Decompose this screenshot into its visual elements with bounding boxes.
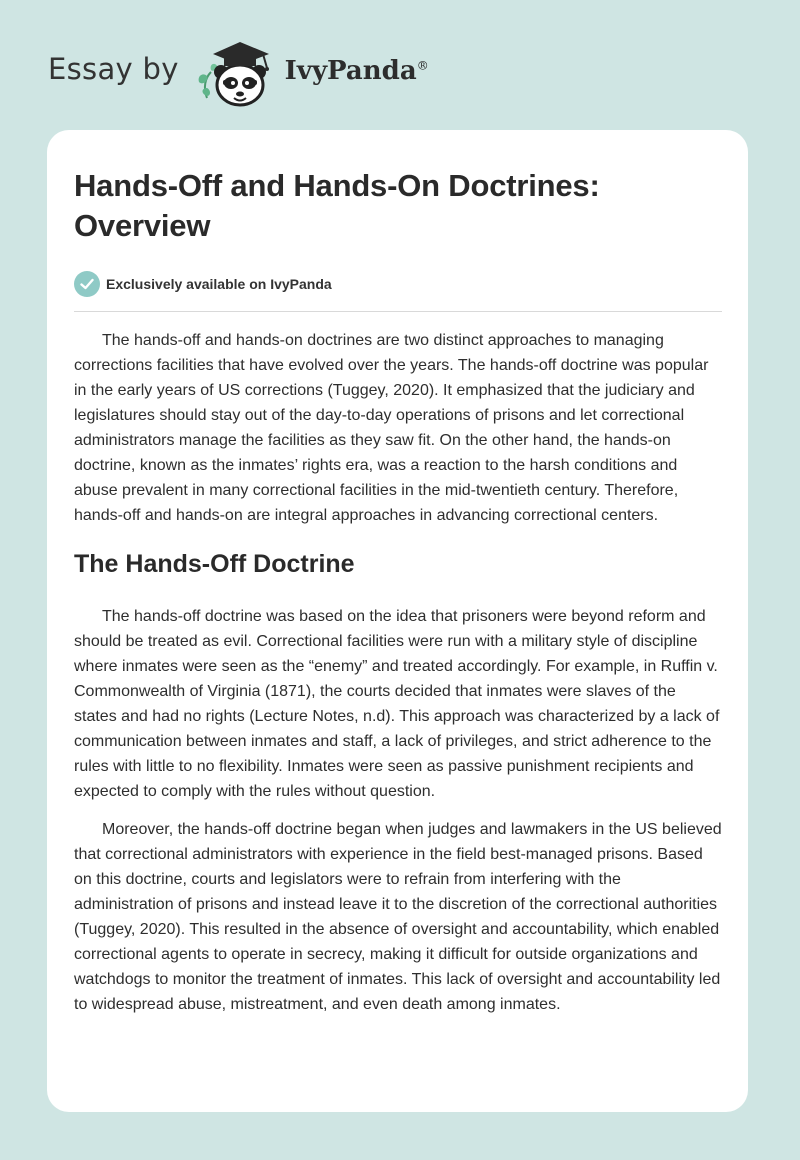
- section-heading: The Hands-Off Doctrine: [74, 550, 355, 578]
- ivy-leaf-icon: [198, 64, 216, 98]
- registered-mark: ®: [416, 58, 429, 73]
- brand-name-text: IvyPanda: [284, 56, 417, 86]
- page-title: Hands-Off and Hands-On Doctrines: Overview: [74, 168, 600, 243]
- check-icon: [74, 271, 100, 297]
- brand-name: [285, 56, 429, 86]
- brand-prefix: Essay by: [48, 52, 179, 86]
- panda-logo-icon: [193, 38, 281, 108]
- intro-paragraph: The hands-off and hands-on doctrines are two distinct approaches to managing corrections facilities that have evolved over the years. The hands-off doctrine was popular in the early years of US corrections (Tuggey, 2020). It emphasized that the judiciary and legislatures should stay out of the day-to-day operations of prisons and let correctional administrators manage the facilities as they saw fit. On the other hand, the hands-on doctrine, known as the inmates’ rights era, was a reaction to the harsh conditions and abuse prevalent in many correctional facilities in the mid-twentieth century. Therefore, hands-off and hands-on are integral approaches in advancing correctional centers.: [74, 332, 709, 524]
- body-paragraph: The hands-off doctrine was based on the idea that prisoners were beyond reform and should be treated as evil. Correctional facilities were run with a military style of discipline where inmates were seen as the “enemy” and treated accordingly. For example, in Ruffin v. Commonwealth of Virginia (1871), the courts decided that inmates were slaves of the states and had no rights (Lecture Notes, n.d). This approach was characterized by a lack of communication between inmates and staff, a lack of privileges, and strict adherence to the rules with little to no flexibility. Inmates were seen as passive punishment recipients and expected to comply with the rules without question.: [74, 608, 720, 800]
- brand-header[interactable]: [48, 38, 429, 108]
- body-paragraph: Moreover, the hands-off doctrine began when judges and lawmakers in the US believed that correctional administrators with experience in the field best-managed prisons. Based on this doctrine, courts and legislators were to refrain from interfering with the administration of prisons and instead leave it to the discretion of the correctional authorities (Tuggey, 2020). This resulted in the absence of oversight and accountability, which enabled correctional agents to operate in secrecy, making it difficult for outside organizations and watchdogs to monitor the treatment of inmates. This lack of oversight and accountability led to widespread abuse, mistreatment, and even death among inmates.: [74, 821, 722, 1013]
- article-card: [47, 130, 748, 1112]
- exclusive-label: Exclusively available on IvyPanda: [106, 276, 332, 292]
- exclusive-badge: [74, 271, 722, 312]
